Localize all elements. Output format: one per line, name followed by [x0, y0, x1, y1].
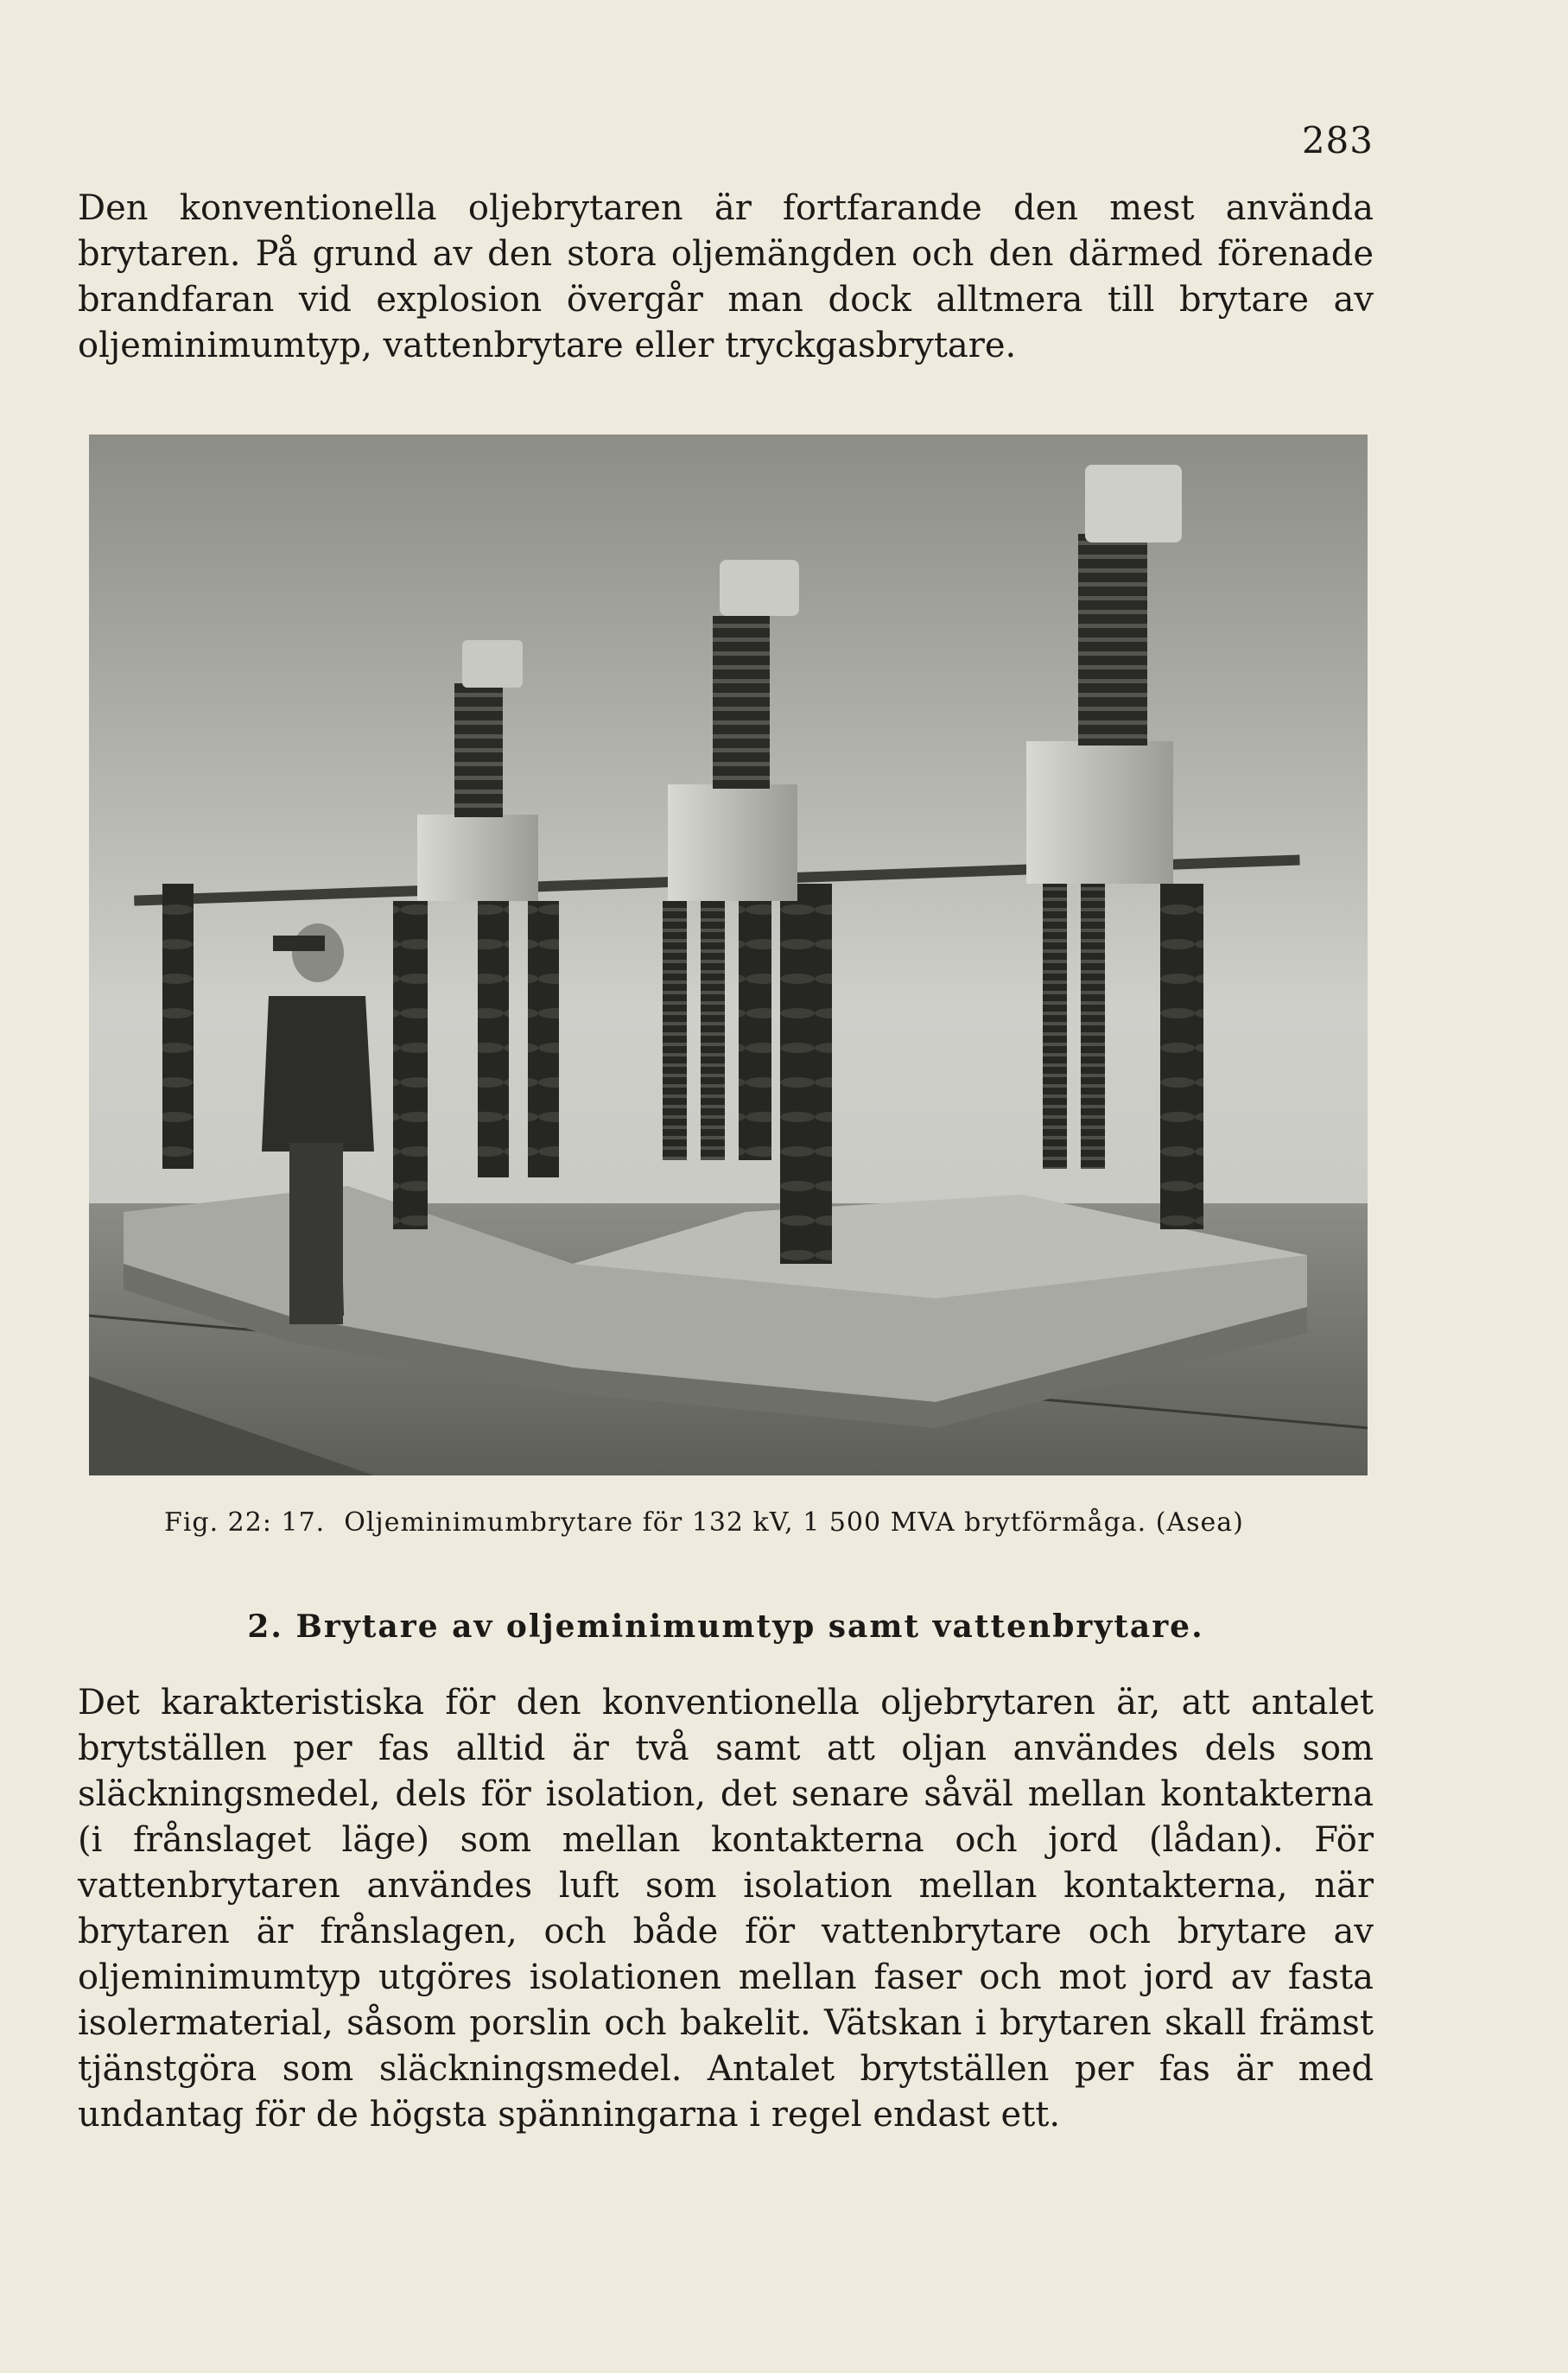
breaker-photograph: [89, 435, 1368, 1475]
section-heading: 2. Brytare av oljeminimumtyp samt vattenbrytare.: [247, 1608, 1204, 1645]
figure-caption-text: Oljeminimumbrytare för 132 kV, 1 500 MVA brytförmåga. (Asea): [344, 1507, 1244, 1538]
figure-label: Fig. 22: 17.: [164, 1507, 326, 1538]
figure-caption: [164, 1507, 1374, 1538]
page-number: 283: [1301, 119, 1374, 162]
intro-paragraph: Den konventionella oljebrytaren är fortfarande den mest använda brytaren. På grund av den stora oljemängden och den därmed förenade brandfaran vid explosion övergår man dock alltmera till brytare av oljeminimumtyp, vattenbrytare eller tryckgasbrytare.: [78, 188, 1374, 365]
section-body: Det karakteristiska för den konventionella oljebrytaren är, att antalet brytställen per fas alltid är två samt att oljan användes dels som släckningsmedel, dels för isolation, det senare såväl mellan kontakterna (i frånslaget läge) som mellan kontakterna och jord (lådan). För vattenbrytaren användes luft som isolation mellan kontakterna, när brytaren är frånslagen, och både för vattenbrytare och brytare av oljeminimumtyp utgöres isolationen mellan faser och mot jord av fasta isolermaterial, såsom porslin och bakelit. Vätskan i brytaren skall främst tjänstgöra som släckningsmedel. Antalet brytställen per fas är med undantag för de högsta spänningarna i regel endast ett.: [78, 1683, 1374, 2135]
